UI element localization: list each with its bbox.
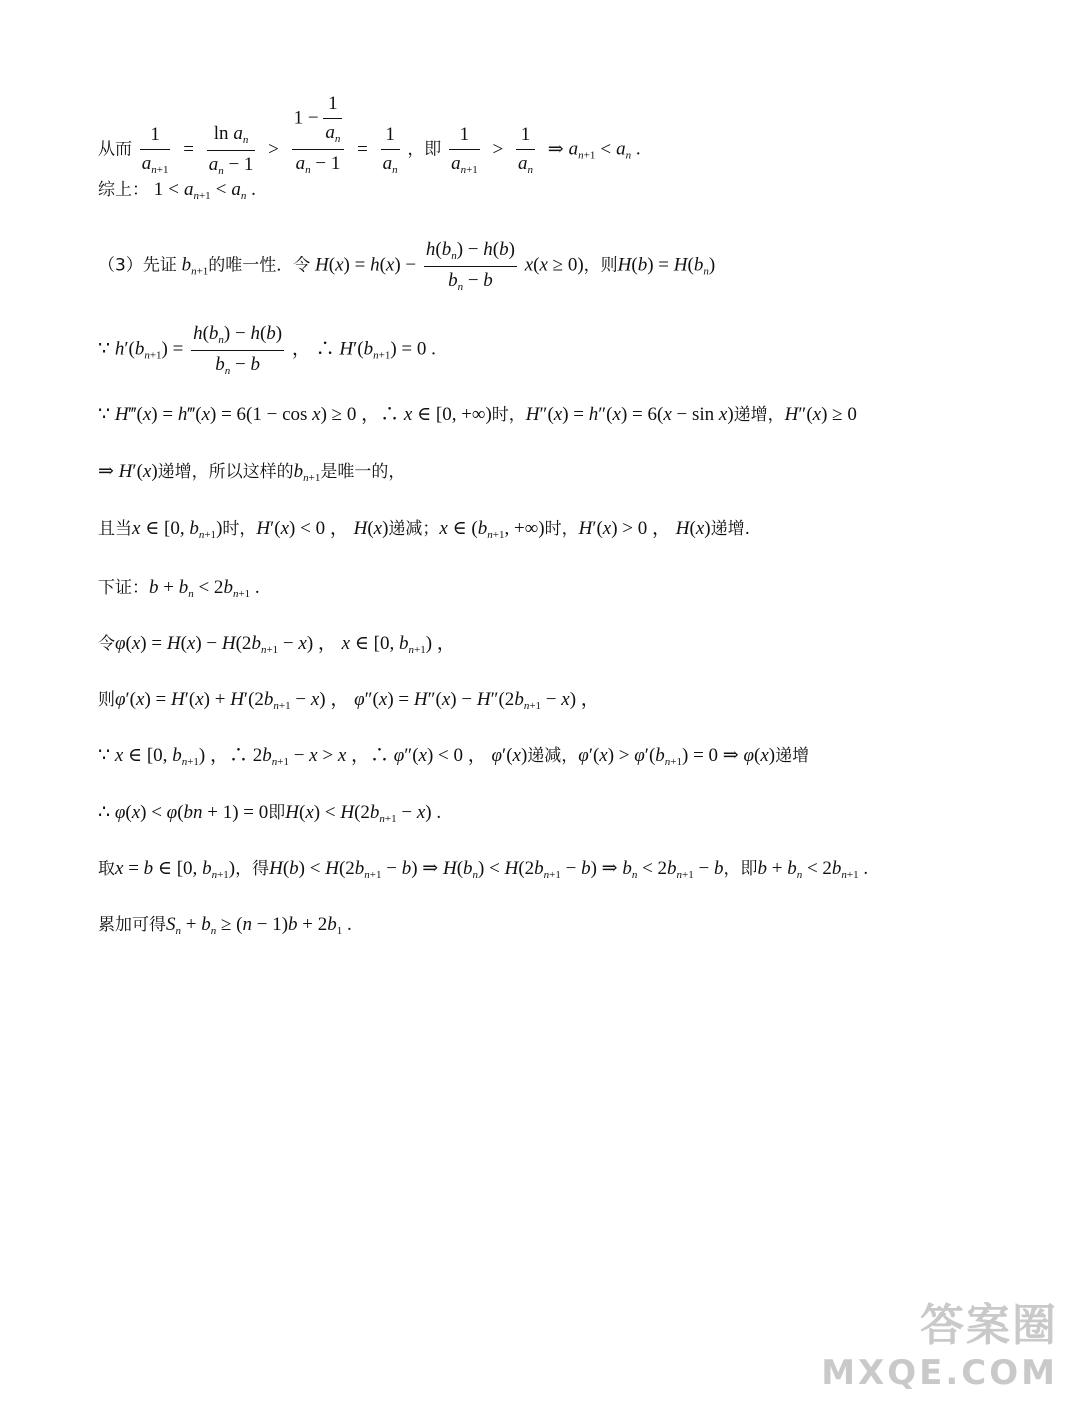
line-3: （3）先证 $b_{n+1}$的唯一性．令 H(x) = h(x) − $\frac{h(b_n) - h(b)}{b_n - b}$ x(x ≥ 0)，则$H(b) = H(b_n)$ (98, 239, 716, 293)
watermark-line-1: 答案圈 (920, 1300, 1058, 1351)
line-11: ∵ x ∈ [0, $b_{n+1}$) ，∴ $2b_{n+1} - x > x$ ，∴ φ″(x) < 0 ， φ′(x)递减，$\varphi'(x) > \varphi'(b_{n+1}) = 0$ ⇒ φ(x)递增 (98, 745, 810, 768)
line-2: 综上： $1 < a_{n+1} < a_n$ . (98, 179, 256, 202)
line-12: ∴ φ(x) < φ(bn + 1) = 0即$H(x) < H(2b_{n+1} - x)$ . (98, 802, 442, 825)
fraction: $\frac{h(b_n) - h(b)}{b_n - b}$ (193, 323, 283, 377)
text-then: ，则 (583, 255, 618, 276)
line-14: 累加可得$S_n + b_n \ge (n - 1)b + 2b_1$ . (98, 914, 352, 937)
fraction: 1 − $\frac{1}{a_n}$ $a_n - 1$ (292, 92, 345, 177)
line-7: 且当x ∈ [0, $b_{n+1}$)时，H′(x) < 0 ， H(x)递减；x ∈ ($b_{n+1}$, +∞)时，H′(x) > 0 ， H(x)递增. (98, 518, 751, 541)
line-9: 令$\varphi(x) = H(x) - H(2b_{n+1} - x)$ ， x ∈ [0, $b_{n+1}$) ， (98, 633, 456, 656)
text-namely: ，即 (407, 139, 442, 160)
text-uniqueness: 的唯一性．令 (208, 255, 311, 276)
line-4: ∵ $h'(b_{n+1})$ = $\frac{h(b_n) - h(b)}{b_n - b}$ ， ∴ $H'(b_{n+1}) = 0$ . (98, 323, 436, 377)
watermark-line-2: MXQE.COM (821, 1353, 1058, 1393)
text-from-then: 从而 (98, 139, 132, 160)
text-summary: 综上： (98, 180, 149, 200)
fraction: $\frac{1}{a_n}$ (518, 123, 533, 176)
line-8: 下证：$b + b_n < 2b_{n+1}$ . (98, 577, 260, 600)
watermark-logo (821, 1289, 1058, 1393)
line-5: ∵ H‴(x) = h‴(x) = 6(1 − cos x) ≥ 0 ，∴ x ∈ [0, +∞)时，H″(x) = h″(x) = 6(x − sin x)递增，H″(x) ≥ 0 (98, 404, 857, 425)
line-10: 则$\varphi'(x) = H'(x) + H'(2b_{n+1} - x)$ ， $\varphi''(x) = H''(x) - H''(2b_{n+1} - x)$ ， (98, 689, 600, 712)
fraction: $\frac{1}{a_{n+1}}$ (141, 123, 169, 176)
fraction: $\frac{\ln a_n}{a_n - 1}$ (208, 122, 254, 177)
fraction: $\frac{1}{a_n}$ (382, 123, 398, 176)
fraction: $\frac{1}{a_{n+1}}$ (451, 123, 478, 176)
text-part3: （3）先证 (98, 255, 177, 276)
line-6: ⇒ H′(x)递增，所以这样的$b_{n+1}$是唯一的， (98, 461, 406, 484)
fraction: $\frac{h(b_n) - h(b)}{b_n - b}$ (425, 239, 515, 293)
line-1: 从而 $\frac{1}{a_{n+1}}$ = $\frac{\ln a_n}{a_n - 1}$ > 1 − $\frac{1}{a_n}$ $a_n - 1$ = $\frac{1}{a_n}$ ，即 $\frac{1}{a_{n+1}}$ > $\frac{1}{a_n}$ ⇒ $a_{n+1} < a_n$ . (98, 93, 641, 177)
line-13: 取x = b ∈ [0, $b_{n+1}$)，得$H(b) < H(2b_{n+1} - b)$ ⇒ $H(b_n) < H(2b_{n+1} - b)$ ⇒ $b_n < 2b_{n+1} - b$，即$b + b_n < 2b_{n+1}$ . (98, 858, 869, 881)
